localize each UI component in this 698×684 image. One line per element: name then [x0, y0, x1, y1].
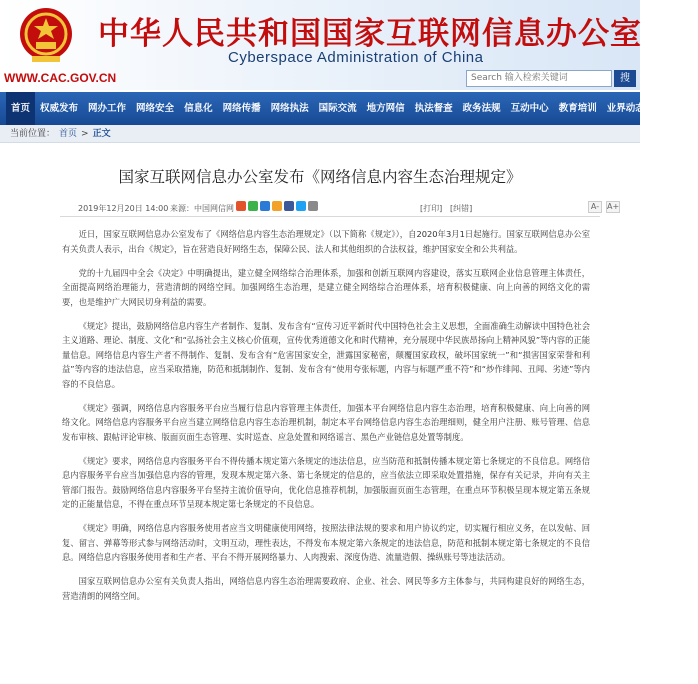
share-facebook-icon[interactable] [284, 201, 294, 211]
article-paragraph: 党的十九届四中全会《决定》中明确提出，建立健全网络综合治理体系，加强和创新互联网内容建设，落实互联网企业信息管理主体责任，全面提高网络治理能力，营造清朗的网络空间。加强网络生态治理，是建立健全网络综合治理体系，培育积极健康、向上向善的网络文化的需要，也是维护广大网民切身利益的需要。 [62, 267, 590, 307]
share-buttons [236, 201, 318, 211]
correction-link[interactable]: [纠错] [450, 204, 473, 213]
site-subtitle: Cyberspace Administration of China [228, 49, 484, 66]
article-title: 国家互联网信息办公室发布《网络信息内容生态治理规定》 [118, 168, 522, 186]
article-paragraph: 《规定》要求，网络信息内容服务平台不得传播本规定第六条规定的违法信息，应当防范和抵制传播本规定第七条规定的不良信息。网络信息内容服务平台应当加强信息内容的管理，发现本规定第六条、第七条规定的信息的，应当依法立即采取处置措施，保存有关记录，并向有关主管部门报告。鼓励网络信息内容服务平台坚持主流价值导向，优化信息推荐机制，加强版面页面生态管理，在重点环节积极呈现本规定第五条规定的正能量信息，不得在重点环节呈现本规定第七条规定的不良信息。 [62, 455, 590, 509]
share-qzone-icon[interactable] [260, 201, 270, 211]
site-url[interactable]: WWW.CAC.GOV.CN [4, 71, 117, 85]
article-date: 2019年12月20日 14:00 [78, 204, 169, 213]
site-header [0, 0, 640, 90]
breadcrumb-label: 当前位置： [10, 129, 56, 139]
nav-item[interactable]: 信息化 [184, 103, 213, 114]
search-input[interactable]: Search 输入检索关键词 [466, 70, 612, 87]
share-twitter-icon[interactable] [296, 201, 306, 211]
article-paragraph: 近日，国家互联网信息办公室发布了《网络信息内容生态治理规定》（以下简称《规定》），自2020年3月1日起施行。国家互联网信息办公室有关负责人表示，出台《规定》，旨在营造良好网络生态，保障公民、法人和其他组织的合法权益，维护国家安全和公共利益。 [62, 229, 590, 254]
breadcrumb-current: 正文 [92, 129, 111, 139]
nav-item[interactable]: 业界动态 [606, 103, 645, 114]
nav-item[interactable]: 网络执法 [270, 103, 309, 114]
article-source: 来源：中国网信网 [170, 204, 234, 213]
article-paragraph: 《规定》明确，网络信息内容服务使用者应当文明健康使用网络，按照法律法规的要求和用户协议约定，切实履行相应义务，在以发帖、回复、留言、弹幕等形式参与网络活动时，文明互动，理性表达，不得发布本规定第六条规定的违法信息，防范和抵制本规定第七条规定的不良信息。网络信息内容服务使用者和生产者、平台不得开展网络暴力、人肉搜索、深度伪造、流量造假、操纵账号等违法活动。 [62, 523, 590, 562]
nav-item[interactable]: 互动中心 [510, 103, 549, 114]
search-button[interactable]: 搜 [614, 70, 636, 87]
breadcrumb-separator: > [81, 129, 89, 139]
nav-item-home[interactable]: 首页 [6, 92, 35, 125]
nav-item[interactable]: 网络传播 [222, 103, 261, 114]
article [0, 143, 640, 684]
font-larger-button[interactable]: A+ [607, 202, 620, 211]
site-title: 中华人民共和国国家互联网信息办公室 [98, 16, 642, 52]
print-link[interactable]: [打印] [420, 204, 443, 213]
national-emblem-icon [18, 4, 74, 64]
nav-item[interactable]: 网络安全 [136, 103, 175, 114]
article-paragraph: 《规定》强调，网络信息内容服务平台应当履行信息内容管理主体责任，加强本平台网络信息内容生态治理，培育积极健康、向上向善的网络文化。网络信息内容服务平台应当建立网络信息内容生态治理机制，制定本平台网络信息内容生态治理细则，健全用户注册、账号管理、信息发布审核、跟帖评论审核、版面页面生态管理、实时巡查、应急处置和网络谣言、黑色产业链信息处置等制度。 [62, 402, 590, 442]
nav-item[interactable]: 工作专题 [654, 103, 693, 114]
share-wechat-icon[interactable] [248, 201, 258, 211]
share-douban-icon[interactable] [272, 201, 282, 211]
title-divider [60, 216, 600, 217]
share-more-icon[interactable] [308, 201, 318, 211]
nav-item[interactable]: 地方网信 [366, 103, 405, 114]
font-smaller-button[interactable]: A- [588, 201, 602, 213]
nav-item[interactable]: 教育培训 [558, 103, 597, 114]
article-meta [0, 200, 640, 216]
nav-item[interactable]: 政务法规 [462, 103, 501, 114]
nav-item[interactable]: 执法督查 [414, 103, 453, 114]
main-nav [0, 92, 693, 125]
article-paragraph: 《规定》提出，鼓励网络信息内容生产者制作、复制、发布含有“宣传习近平新时代中国特色社会主义思想，全面准确生动解读中国特色社会主义道路、理论、制度、文化”和“弘扬社会主义核心价值观，宣传优秀道德文化和时代精神，充分展现中华民族昂扬向上精神风貌”等内容的正能量信息。网络信息内容生产者不得制作、复制、发布含有“危害国家安全，泄露国家秘密，颠覆国家政权，破坏国家统一”和“损害国家荣誉和利益”等内容的违法信息，应当采取措施，防范和抵制制作、复制、发布含有“使用夸张标题，内容与标题严重不符”和“炒作绯闻、丑闻、劣迹”等内容的不良信息。 [62, 320, 590, 389]
share-weibo-icon[interactable] [236, 201, 246, 211]
nav-item[interactable]: 网办工作 [88, 103, 127, 114]
article-body [62, 227, 590, 613]
nav-item[interactable]: 国际交流 [318, 103, 357, 114]
font-size-controls [588, 201, 620, 213]
nav-item[interactable]: 权威发布 [40, 103, 79, 114]
breadcrumb [0, 125, 640, 143]
article-paragraph: 国家互联网信息办公室有关负责人指出，网络信息内容生态治理需要政府、企业、社会、网民等多方主体参与，共同构建良好的网络生态，营造清朗的网络空间。 [62, 576, 590, 601]
breadcrumb-home-link[interactable]: 首页 [59, 129, 78, 139]
